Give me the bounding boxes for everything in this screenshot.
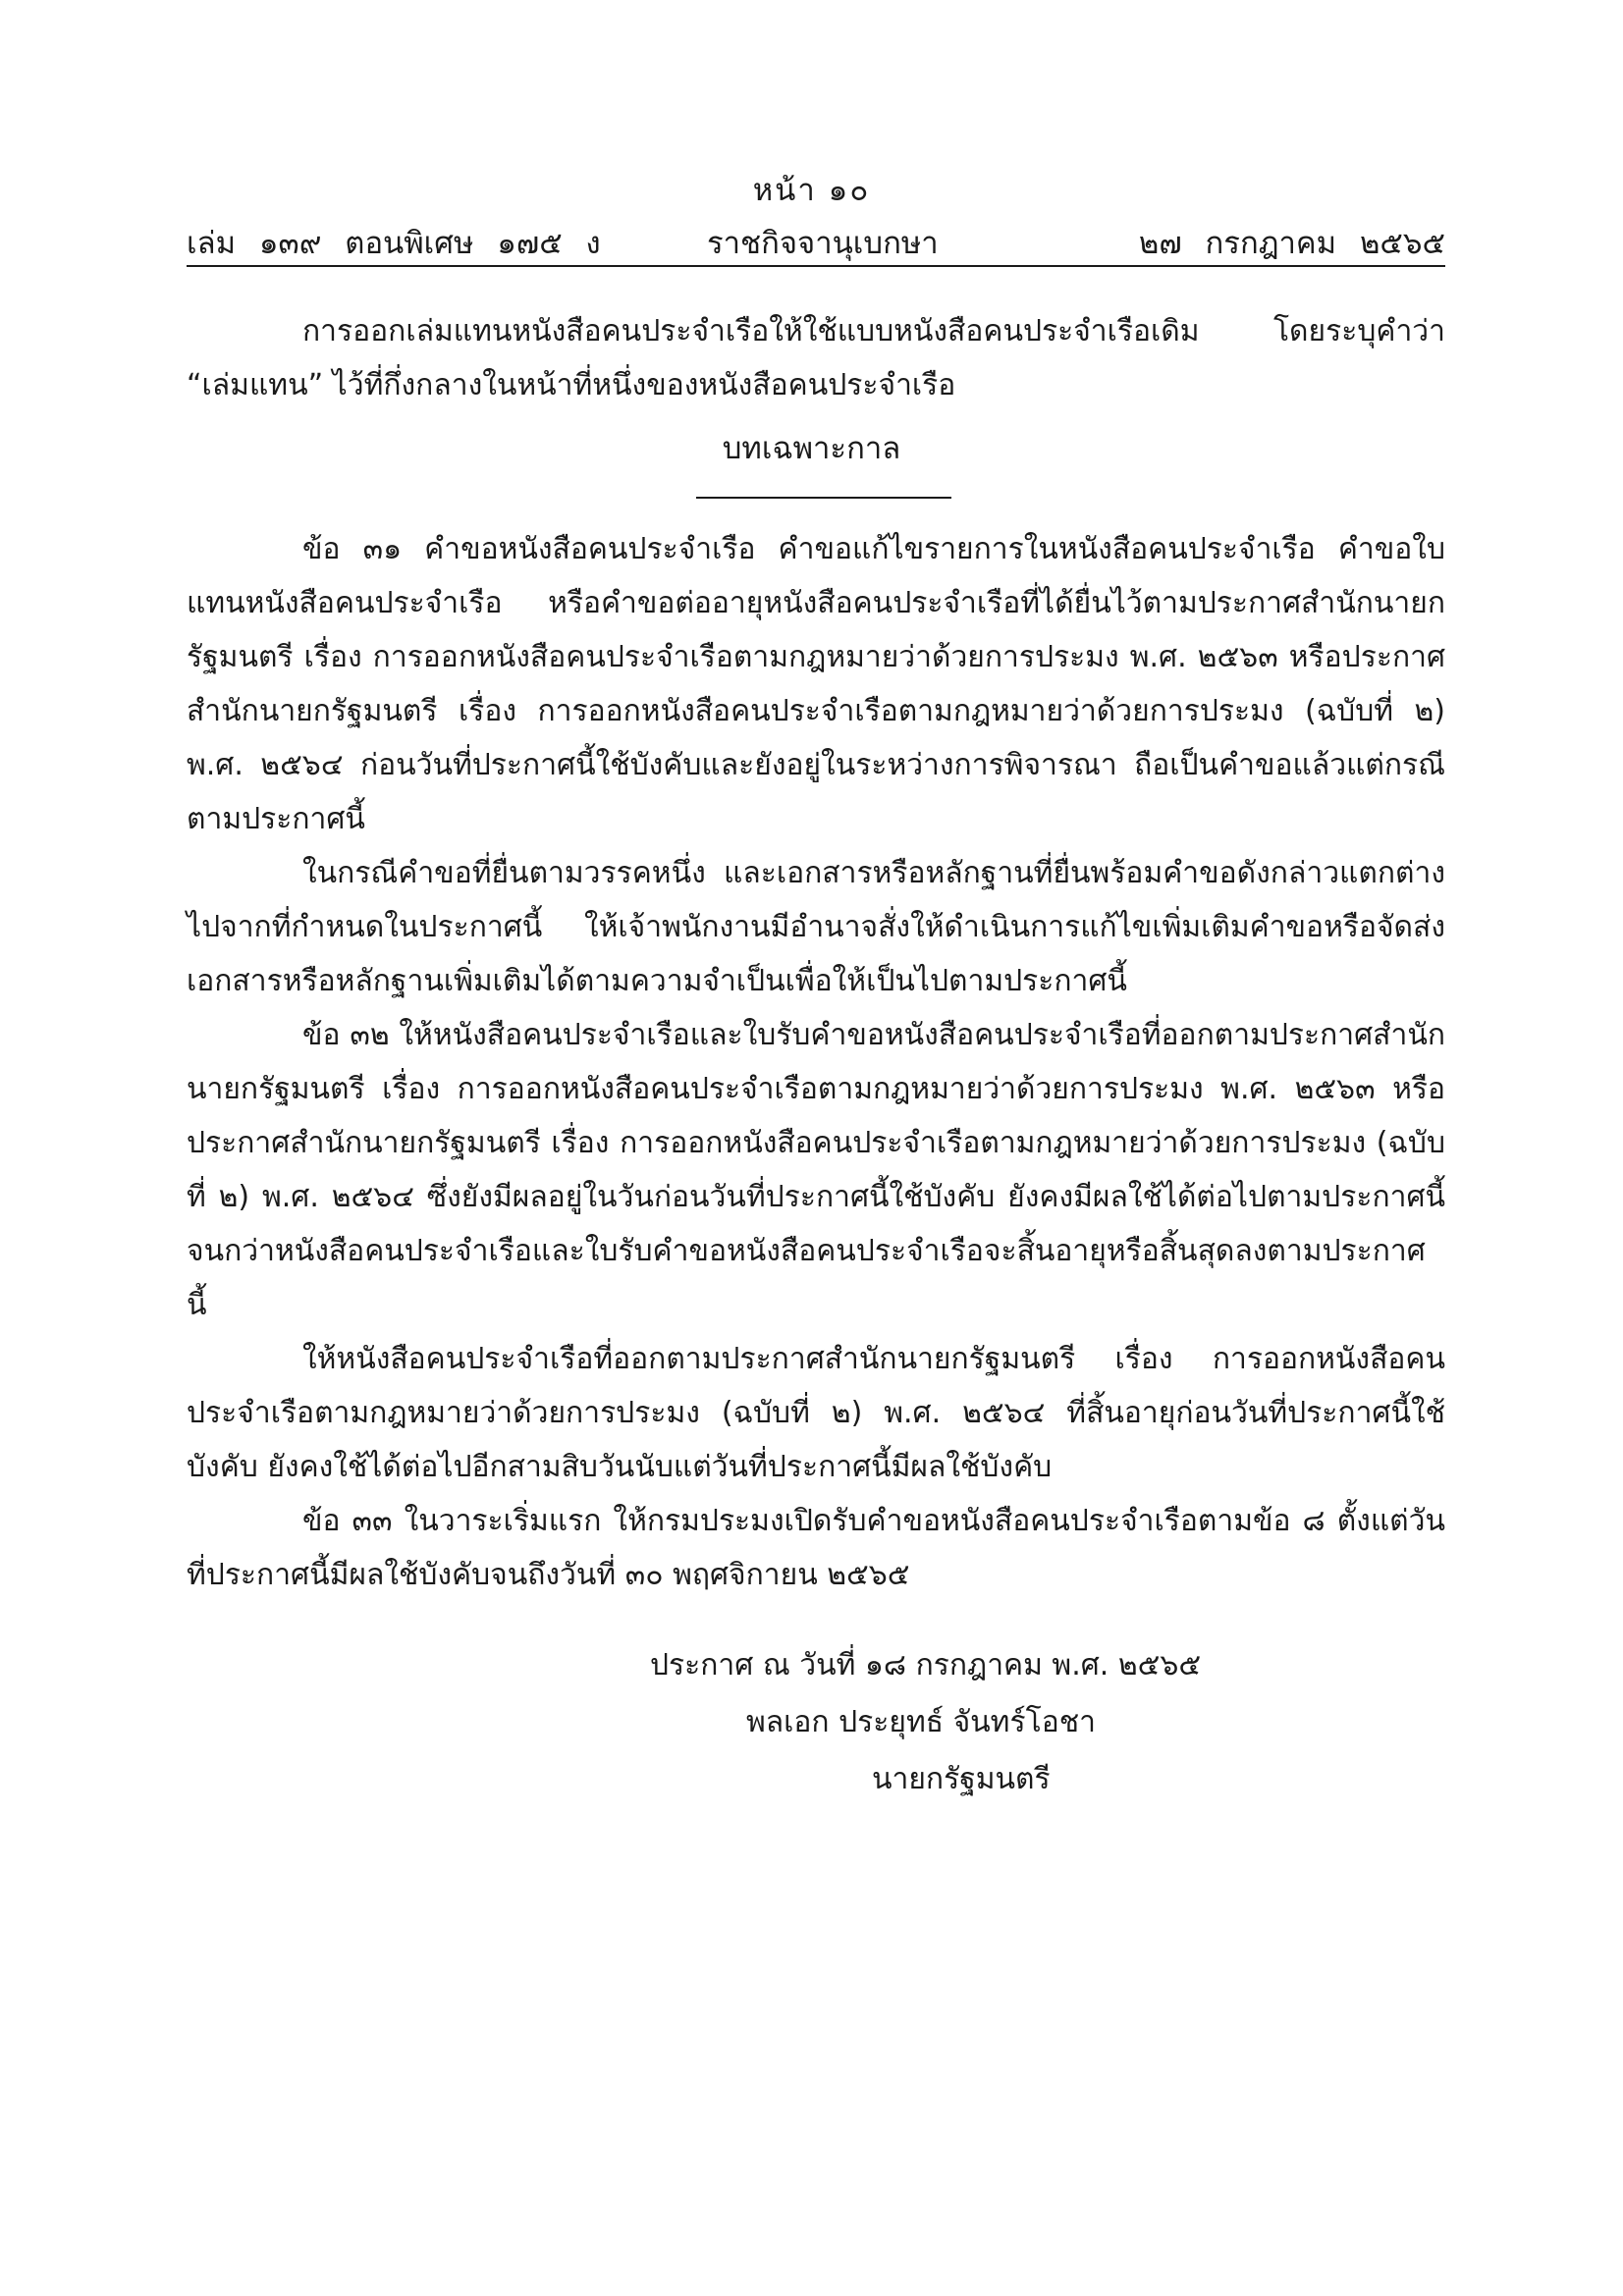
article-32-paragraph: ข้อ ๓๒ ให้หนังสือคนประจำเรือและใบรับคำขอหนังสือคนประจำเรือที่ออกตามประกาศสำนักนายกรัฐมนตรี เรื่อง การออกหนังสือคนประจำเรือตามกฎหมายว่าด้วยการประมง พ.ศ. ๒๕๖๓ หรือประกาศสำนักนายกรัฐมนตรี เรื่อง การออกหนังสือคนประจำเรือตามกฎหมายว่าด้วยการประมง (ฉบับที่ ๒) พ.ศ. ๒๕๖๔ ซึ่งยังมีผลอยู่ในวันก่อนวันที่ประกาศนี้ใช้บังคับ ยังคงมีผลใช้ได้ต่อไปตามประกาศนี้จนกว่าหนังสือคนประจำเรือและใบรับคำขอหนังสือคนประจำเรือจะสิ้นอายุหรือสิ้นสุดลงตามประกาศนี้	[187, 1018, 1445, 1322]
gazette-header	[187, 218, 1445, 261]
signer-title: นายกรัฐมนตรี	[872, 1762, 1051, 1796]
article-31-second-paragraph: ในกรณีคำขอที่ยื่นตามวรรคหนึ่ง และเอกสารหรือหลักฐานที่ยื่นพร้อมคำขอดังกล่าวแตกต่างไปจากที่กำหนดในประกาศนี้ ให้เจ้าพนักงานมีอำนาจสั่งให้ดำเนินการแก้ไขเพิ่มเติมคำขอหรือจัดส่งเอกสารหรือหลักฐานเพิ่มเติมได้ตามความจำเป็นเพื่อให้เป็นไปตามประกาศนี้	[187, 856, 1445, 998]
issue-date: ๒๗ กรกฎาคม ๒๕๖๕	[1138, 226, 1445, 261]
section-title: บทเฉพาะกาล	[722, 431, 901, 466]
article-31-paragraph: ข้อ ๓๑ คำขอหนังสือคนประจำเรือ คำขอแก้ไขรายการในหนังสือคนประจำเรือ คำขอใบแทนหนังสือคนประจำเรือ หรือคำขอต่ออายุหนังสือคนประจำเรือที่ได้ยื่นไว้ตามประกาศสำนักนายกรัฐมนตรี เรื่อง การออกหนังสือคนประจำเรือตามกฎหมายว่าด้วยการประมง พ.ศ. ๒๕๖๓ หรือประกาศสำนักนายกรัฐมนตรี เรื่อง การออกหนังสือคนประจำเรือตามกฎหมายว่าด้วยการประมง (ฉบับที่ ๒) พ.ศ. ๒๕๖๔ ก่อนวันที่ประกาศนี้ใช้บังคับและยังอยู่ในระหว่างการพิจารณา ถือเป็นคำขอแล้วแต่กรณีตามประกาศนี้	[187, 532, 1445, 836]
header-divider	[187, 265, 1445, 267]
intro-block	[187, 304, 1445, 412]
signer-name: พลเอก ประยุทธ์ จันทร์โอชา	[746, 1705, 1096, 1739]
announcement-date: ประกาศ ณ วันที่ ๑๘ กรกฎาคม พ.ศ. ๒๕๖๕	[650, 1648, 1202, 1682]
page-number: หน้า ๑๐	[752, 173, 871, 208]
issue-info: เล่ม ๑๓๙ ตอนพิเศษ ๑๗๕ ง	[187, 226, 601, 261]
section-title-divider	[696, 497, 951, 499]
provisions-body	[187, 522, 1445, 1602]
article-32-second-paragraph: ให้หนังสือคนประจำเรือที่ออกตามประกาศสำนักนายกรัฐมนตรี เรื่อง การออกหนังสือคนประจำเรือตามกฎหมายว่าด้วยการประมง (ฉบับที่ ๒) พ.ศ. ๒๕๖๔ ที่สิ้นอายุก่อนวันที่ประกาศนี้ใช้บังคับ ยังคงใช้ได้ต่อไปอีกสามสิบวันนับแต่วันที่ประกาศนี้มีผลใช้บังคับ	[187, 1342, 1445, 1484]
article-33-paragraph: ข้อ ๓๓ ในวาระเริ่มแรก ให้กรมประมงเปิดรับคำขอหนังสือคนประจำเรือตามข้อ ๘ ตั้งแต่วันที่ประกาศนี้มีผลใช้บังคับจนถึงวันที่ ๓๐ พฤศจิกายน ๒๕๖๕	[187, 1504, 1445, 1592]
intro-paragraph: การออกเล่มแทนหนังสือคนประจำเรือให้ใช้แบบหนังสือคนประจำเรือเดิม โดยระบุคำว่า “เล่มแทน” ไว้ที่กึ่งกลางในหน้าที่หนึ่งของหนังสือคนประจำเรือ	[187, 314, 1445, 402]
gazette-name: ราชกิจจานุเบกษา	[707, 226, 939, 261]
